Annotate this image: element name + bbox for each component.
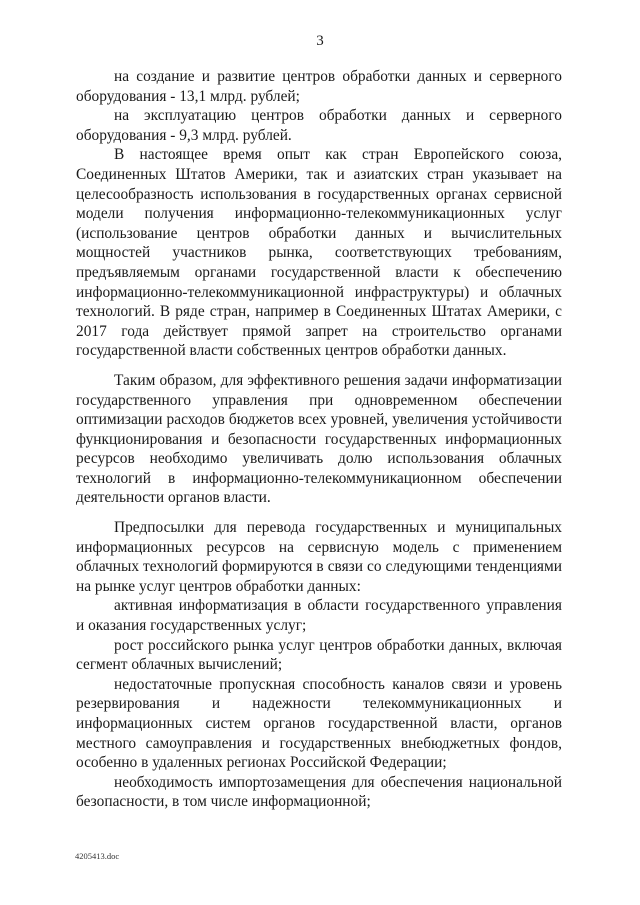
list-item-import-substitution: необходимость импортозамещения для обеспечения национальной безопасности, в том числе информационной; (76, 773, 562, 811)
document-footer-filename: 4205413.doc (75, 851, 120, 861)
paragraph-prerequisites: Предпосылки для перевода государственных и муниципальных информационных ресурсов на сервисную модель с применением облачных технологий формируются в связи со следующими тенденциями на рынке услуг центров обработки данных: (76, 519, 562, 595)
list-item-bandwidth: недостаточные пропускная способность каналов связи и уровень резервирования и надежности телекоммуникационных и информационных систем органов государственной власти, органов местного самоуправления и государственных внебюджетных фондов, особенно в удаленных регионах Российской Федерации; (76, 675, 562, 772)
paragraph-foreign-experience: В настоящее время опыт как стран Европейского союза, Соединенных Штатов Америки, так и азиатских стран указывает на целесообразность использования в государственных органах сервисной модели получения информационно-телекоммуникационных услуг (использование центров обработки данных и вычислительных мощностей участников рынка, соответствующих требованиям, предъявляемым органами государственной власти к обеспечению информационно-телекоммуникационной инфраструктуры) и облачных технологий. В ряде стран, например в Соединенных Штатах Америки, с 2017 года действует прямой запрет на строительство органами государственной власти собственных центров обработки данных. (76, 146, 562, 360)
paragraph-conclusion: Таким образом, для эффективного решения задачи информатизации государственного управления при одновременном обеспечении оптимизации расходов бюджетов всех уровней, увеличения устойчивости функционирования и безопасности государственных информационных ресурсов необходимо увеличивать долю использования облачных технологий в информационно-телекоммуникационном обеспечении деятельности органов власти. (76, 371, 562, 507)
paragraph-costs-creation: на создание и развитие центров обработки данных и серверного оборудования - 13,1 млрд. рублей; (76, 68, 562, 105)
paragraph-costs-operation: на эксплуатацию центров обработки данных и серверного оборудования - 9,3 млрд. рублей. (76, 107, 562, 144)
page-number: 3 (316, 33, 324, 49)
list-item-informatization: активная информатизация в области государственного управления и оказания государственных услуг; (76, 597, 562, 635)
list-item-market-growth: рост российского рынка услуг центров обработки данных, включая сегмент облачных вычислений; (76, 636, 562, 674)
document-body (76, 67, 562, 812)
